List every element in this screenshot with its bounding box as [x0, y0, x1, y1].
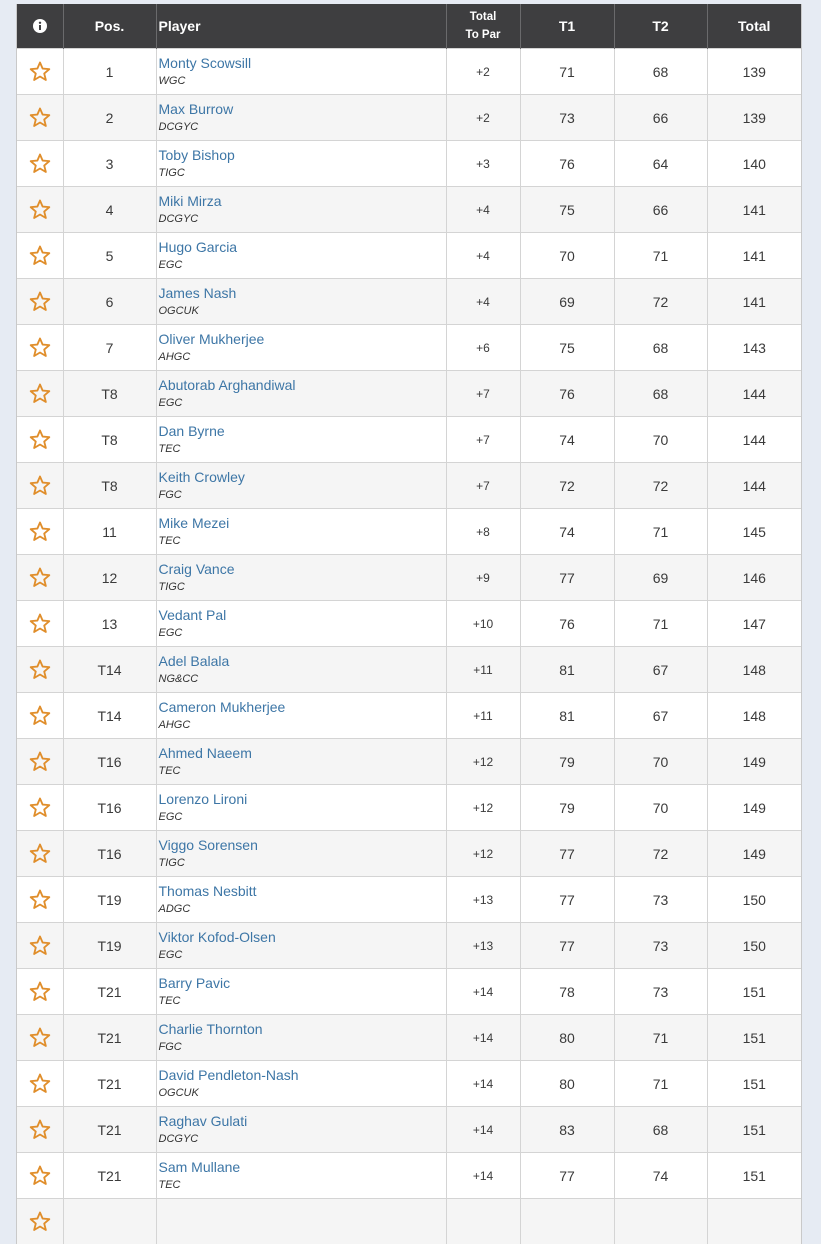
player-name-link[interactable]: Dan Byrne: [159, 423, 446, 440]
player-club: TEC: [159, 764, 446, 779]
player-cell: [156, 187, 446, 233]
star-icon[interactable]: [17, 1073, 63, 1094]
player-name-link[interactable]: Hugo Garcia: [159, 239, 446, 256]
total-to-par-cell: +14: [446, 969, 520, 1015]
t1-cell: 80: [520, 1061, 614, 1107]
t2-cell: 74: [614, 1153, 707, 1199]
player-cell: [156, 647, 446, 693]
t2-cell: 73: [614, 877, 707, 923]
table-row: [17, 1153, 801, 1199]
player-name-link[interactable]: Miki Mirza: [159, 193, 446, 210]
total-cell: 147: [707, 601, 801, 647]
player-cell: [156, 1153, 446, 1199]
player-cell: [156, 463, 446, 509]
table-row: [17, 969, 801, 1015]
favorite-cell[interactable]: [17, 141, 63, 187]
t1-cell: 78: [520, 969, 614, 1015]
total-to-par-line1: Total: [470, 11, 497, 23]
t2-cell: 71: [614, 509, 707, 555]
t2-cell: 73: [614, 969, 707, 1015]
player-name-link[interactable]: Charlie Thornton: [159, 1021, 446, 1038]
leaderboard-table: [17, 4, 801, 1244]
t2-cell: 68: [614, 1107, 707, 1153]
info-circle-icon[interactable]: [17, 19, 63, 33]
player-club: DCGYC: [159, 120, 446, 135]
table-row: [17, 509, 801, 555]
player-club: FGC: [159, 488, 446, 503]
favorite-cell[interactable]: [17, 739, 63, 785]
position-cell: T8: [63, 371, 156, 417]
player-club: OGCUK: [159, 1086, 446, 1101]
favorite-cell[interactable]: [17, 187, 63, 233]
position-cell: T21: [63, 1015, 156, 1061]
position-cell: T16: [63, 739, 156, 785]
table-row: [17, 831, 801, 877]
position-cell: T16: [63, 785, 156, 831]
table-row: [17, 95, 801, 141]
favorite-cell[interactable]: [17, 1061, 63, 1107]
total-to-par-cell: +9: [446, 555, 520, 601]
total-cell: 139: [707, 49, 801, 95]
table-row: [17, 417, 801, 463]
position-cell: T21: [63, 969, 156, 1015]
star-icon[interactable]: [17, 751, 63, 772]
player-club: EGC: [159, 810, 446, 825]
t1-cell: 81: [520, 647, 614, 693]
star-icon[interactable]: [17, 797, 63, 818]
player-name-link[interactable]: James Nash: [159, 285, 446, 302]
favorite-cell[interactable]: [17, 877, 63, 923]
player-name-link[interactable]: David Pendleton-Nash: [159, 1067, 446, 1084]
total-to-par-cell: +11: [446, 647, 520, 693]
header-row: [17, 4, 801, 49]
total-to-par-cell: +12: [446, 739, 520, 785]
star-icon[interactable]: [17, 107, 63, 128]
star-icon[interactable]: [17, 889, 63, 910]
player-cell: [156, 509, 446, 555]
table-row: [17, 187, 801, 233]
table-row: [17, 279, 801, 325]
t1-cell: 79: [520, 785, 614, 831]
t1-cell: 79: [520, 739, 614, 785]
total-cell: 150: [707, 877, 801, 923]
pos-header[interactable]: Pos.: [63, 4, 156, 49]
player-header[interactable]: Player: [156, 4, 446, 49]
table-row: [17, 693, 801, 739]
player-name-link[interactable]: Mike Mezei: [159, 515, 446, 532]
position-cell: T8: [63, 417, 156, 463]
player-name-link[interactable]: Ahmed Naeem: [159, 745, 446, 762]
player-cell: [156, 49, 446, 95]
total-cell: 139: [707, 95, 801, 141]
star-icon[interactable]: [17, 1211, 63, 1232]
position-cell: T19: [63, 877, 156, 923]
t1-cell: 76: [520, 141, 614, 187]
t1-cell: 73: [520, 95, 614, 141]
total-to-par-cell: +13: [446, 923, 520, 969]
total-cell: 140: [707, 141, 801, 187]
player-cell: [156, 325, 446, 371]
t1-cell: 77: [520, 877, 614, 923]
position-cell: T8: [63, 463, 156, 509]
position-cell: 6: [63, 279, 156, 325]
star-icon[interactable]: [17, 475, 63, 496]
star-icon[interactable]: [17, 383, 63, 404]
player-club: TEC: [159, 442, 446, 457]
favorite-cell[interactable]: [17, 325, 63, 371]
favorite-cell[interactable]: [17, 279, 63, 325]
total-cell: 149: [707, 785, 801, 831]
total-to-par-cell: +12: [446, 831, 520, 877]
favorite-cell[interactable]: [17, 49, 63, 95]
table-row: [17, 463, 801, 509]
player-cell: [156, 923, 446, 969]
player-club: FGC: [159, 1040, 446, 1055]
t1-cell: 77: [520, 831, 614, 877]
t2-cell: 70: [614, 785, 707, 831]
star-icon[interactable]: [17, 245, 63, 266]
total-to-par-header[interactable]: [446, 4, 520, 49]
t1-cell: 77: [520, 555, 614, 601]
t2-cell: 71: [614, 1061, 707, 1107]
total-to-par-cell: +14: [446, 1015, 520, 1061]
player-club: DCGYC: [159, 1132, 446, 1147]
player-club: NG&CC: [159, 672, 446, 687]
position-cell: 2: [63, 95, 156, 141]
total-to-par-cell: +11: [446, 693, 520, 739]
total-cell: 144: [707, 371, 801, 417]
total-to-par-cell: +2: [446, 49, 520, 95]
t2-header[interactable]: T2: [614, 4, 707, 49]
total-to-par-cell: +4: [446, 233, 520, 279]
player-club: TEC: [159, 994, 446, 1009]
star-icon[interactable]: [17, 935, 63, 956]
favorite-cell[interactable]: [17, 509, 63, 555]
table-row: [17, 739, 801, 785]
t2-cell: 69: [614, 555, 707, 601]
t2-cell: 64: [614, 141, 707, 187]
total-cell: 151: [707, 1153, 801, 1199]
position-cell: 3: [63, 141, 156, 187]
total-cell: 148: [707, 693, 801, 739]
player-club: TIGC: [159, 580, 446, 595]
total-cell: 141: [707, 279, 801, 325]
player-club: TIGC: [159, 166, 446, 181]
table-row: [17, 371, 801, 417]
position-cell: [63, 1199, 156, 1244]
t2-cell: 68: [614, 49, 707, 95]
player-name-link[interactable]: Craig Vance: [159, 561, 446, 578]
total-cell: 144: [707, 463, 801, 509]
total-cell: [707, 1199, 801, 1244]
t1-cell: 75: [520, 325, 614, 371]
player-club: EGC: [159, 626, 446, 641]
player-cell: [156, 1061, 446, 1107]
total-cell: 151: [707, 1107, 801, 1153]
favorite-cell[interactable]: [17, 1199, 63, 1244]
player-name-link[interactable]: Lorenzo Lironi: [159, 791, 446, 808]
star-icon[interactable]: [17, 1027, 63, 1048]
t1-cell: 77: [520, 1153, 614, 1199]
position-cell: T14: [63, 693, 156, 739]
player-club: ADGC: [159, 902, 446, 917]
player-cell: [156, 877, 446, 923]
t1-cell: 74: [520, 417, 614, 463]
table-row: [17, 1015, 801, 1061]
total-to-par-cell: +4: [446, 279, 520, 325]
table-row: [17, 647, 801, 693]
player-name-link[interactable]: Keith Crowley: [159, 469, 446, 486]
player-cell: [156, 233, 446, 279]
table-row: [17, 233, 801, 279]
t1-cell: 83: [520, 1107, 614, 1153]
player-name-link[interactable]: Viggo Sorensen: [159, 837, 446, 854]
t2-cell: 72: [614, 831, 707, 877]
favorite-cell[interactable]: [17, 693, 63, 739]
favorite-cell[interactable]: [17, 371, 63, 417]
player-cell: [156, 1107, 446, 1153]
position-cell: 12: [63, 555, 156, 601]
favorite-cell[interactable]: [17, 1153, 63, 1199]
t1-header[interactable]: T1: [520, 4, 614, 49]
star-icon[interactable]: [17, 1119, 63, 1140]
t2-cell: 68: [614, 325, 707, 371]
position-cell: 5: [63, 233, 156, 279]
player-cell: [156, 555, 446, 601]
total-to-par-line2: To Par: [466, 29, 501, 41]
t1-cell: 77: [520, 923, 614, 969]
total-to-par-cell: +14: [446, 1107, 520, 1153]
total-to-par-cell: +12: [446, 785, 520, 831]
total-to-par-cell: +14: [446, 1153, 520, 1199]
player-cell: [156, 1015, 446, 1061]
player-name-link[interactable]: Vedant Pal: [159, 607, 446, 624]
player-cell: [156, 601, 446, 647]
table-row: [17, 325, 801, 371]
t2-cell: 68: [614, 371, 707, 417]
total-cell: 151: [707, 1015, 801, 1061]
total-to-par-cell: +6: [446, 325, 520, 371]
player-cell: [156, 831, 446, 877]
player-club: TIGC: [159, 856, 446, 871]
player-name-link[interactable]: Toby Bishop: [159, 147, 446, 164]
position-cell: T14: [63, 647, 156, 693]
t1-cell: 72: [520, 463, 614, 509]
star-icon[interactable]: [17, 705, 63, 726]
favorite-cell[interactable]: [17, 647, 63, 693]
player-cell: [156, 1199, 446, 1244]
player-name-link[interactable]: Monty Scowsill: [159, 55, 446, 72]
player-name-link[interactable]: Max Burrow: [159, 101, 446, 118]
t2-cell: 72: [614, 279, 707, 325]
t1-cell: 76: [520, 371, 614, 417]
player-name-link[interactable]: Barry Pavic: [159, 975, 446, 992]
total-to-par-cell: +10: [446, 601, 520, 647]
table-row: [17, 555, 801, 601]
t2-cell: 71: [614, 601, 707, 647]
position-cell: 13: [63, 601, 156, 647]
player-name-link[interactable]: Adel Balala: [159, 653, 446, 670]
t1-cell: 76: [520, 601, 614, 647]
player-name-link[interactable]: Sam Mullane: [159, 1159, 446, 1176]
player-club: TEC: [159, 1178, 446, 1193]
total-to-par-cell: +7: [446, 371, 520, 417]
table-row: [17, 923, 801, 969]
t2-cell: 70: [614, 739, 707, 785]
star-icon[interactable]: [17, 613, 63, 634]
t1-cell: 80: [520, 1015, 614, 1061]
table-row: [17, 141, 801, 187]
favorite-cell[interactable]: [17, 95, 63, 141]
t1-cell: 74: [520, 509, 614, 555]
t2-cell: 67: [614, 693, 707, 739]
total-cell: 145: [707, 509, 801, 555]
favorite-cell[interactable]: [17, 463, 63, 509]
player-club: OGCUK: [159, 304, 446, 319]
favorite-cell[interactable]: [17, 233, 63, 279]
favorite-cell[interactable]: [17, 1107, 63, 1153]
player-name-link[interactable]: Raghav Gulati: [159, 1113, 446, 1130]
position-cell: 7: [63, 325, 156, 371]
player-name-link[interactable]: Oliver Mukherjee: [159, 331, 446, 348]
leaderboard: [16, 4, 802, 1244]
total-cell: 151: [707, 1061, 801, 1107]
player-club: DCGYC: [159, 212, 446, 227]
star-icon[interactable]: [17, 521, 63, 542]
t2-cell: 66: [614, 187, 707, 233]
position-cell: T21: [63, 1061, 156, 1107]
star-icon[interactable]: [17, 199, 63, 220]
total-header[interactable]: Total: [707, 4, 801, 49]
total-cell: 144: [707, 417, 801, 463]
position-cell: 11: [63, 509, 156, 555]
player-club: EGC: [159, 396, 446, 411]
player-cell: [156, 371, 446, 417]
table-row: [17, 1199, 801, 1244]
position-cell: T16: [63, 831, 156, 877]
player-name-link[interactable]: Thomas Nesbitt: [159, 883, 446, 900]
total-cell: 146: [707, 555, 801, 601]
star-icon[interactable]: [17, 843, 63, 864]
star-icon[interactable]: [17, 1165, 63, 1186]
table-row: [17, 49, 801, 95]
table-row: [17, 601, 801, 647]
position-cell: T21: [63, 1153, 156, 1199]
player-name-link[interactable]: Cameron Mukherjee: [159, 699, 446, 716]
favorite-cell[interactable]: [17, 923, 63, 969]
player-club: WGC: [159, 74, 446, 89]
player-cell: [156, 785, 446, 831]
table-row: [17, 1061, 801, 1107]
t2-cell: 66: [614, 95, 707, 141]
player-cell: [156, 95, 446, 141]
t1-cell: 70: [520, 233, 614, 279]
star-icon[interactable]: [17, 291, 63, 312]
favorite-cell[interactable]: [17, 785, 63, 831]
total-to-par-cell: +13: [446, 877, 520, 923]
star-icon[interactable]: [17, 153, 63, 174]
total-cell: 149: [707, 831, 801, 877]
total-to-par-cell: +2: [446, 95, 520, 141]
player-cell: [156, 279, 446, 325]
player-club: TEC: [159, 534, 446, 549]
favorite-cell[interactable]: [17, 831, 63, 877]
t2-cell: 71: [614, 233, 707, 279]
player-cell: [156, 693, 446, 739]
table-row: [17, 785, 801, 831]
table-row: [17, 1107, 801, 1153]
info-header[interactable]: [17, 4, 63, 49]
t2-cell: 70: [614, 417, 707, 463]
player-club: AHGC: [159, 350, 446, 365]
t2-cell: [614, 1199, 707, 1244]
favorite-cell[interactable]: [17, 417, 63, 463]
total-cell: 143: [707, 325, 801, 371]
total-to-par-cell: +7: [446, 463, 520, 509]
t1-cell: 71: [520, 49, 614, 95]
total-to-par-cell: +7: [446, 417, 520, 463]
player-club: EGC: [159, 258, 446, 273]
favorite-cell[interactable]: [17, 1015, 63, 1061]
total-cell: 151: [707, 969, 801, 1015]
total-cell: 148: [707, 647, 801, 693]
star-icon[interactable]: [17, 981, 63, 1002]
total-to-par-cell: [446, 1199, 520, 1244]
total-cell: 149: [707, 739, 801, 785]
total-to-par-cell: +8: [446, 509, 520, 555]
position-cell: 1: [63, 49, 156, 95]
total-to-par-cell: +4: [446, 187, 520, 233]
player-club: EGC: [159, 948, 446, 963]
t1-cell: 69: [520, 279, 614, 325]
t2-cell: 73: [614, 923, 707, 969]
table-row: [17, 877, 801, 923]
favorite-cell[interactable]: [17, 555, 63, 601]
player-cell: [156, 739, 446, 785]
player-name-link[interactable]: Abutorab Arghandiwal: [159, 377, 446, 394]
player-cell: [156, 417, 446, 463]
total-to-par-cell: +3: [446, 141, 520, 187]
position-cell: 4: [63, 187, 156, 233]
star-icon[interactable]: [17, 567, 63, 588]
t1-cell: [520, 1199, 614, 1244]
position-cell: T19: [63, 923, 156, 969]
favorite-cell[interactable]: [17, 601, 63, 647]
player-club: AHGC: [159, 718, 446, 733]
player-cell: [156, 969, 446, 1015]
total-cell: 150: [707, 923, 801, 969]
star-icon[interactable]: [17, 429, 63, 450]
total-cell: 141: [707, 187, 801, 233]
t2-cell: 72: [614, 463, 707, 509]
t2-cell: 71: [614, 1015, 707, 1061]
total-to-par-cell: +14: [446, 1061, 520, 1107]
t2-cell: 67: [614, 647, 707, 693]
player-name-link[interactable]: Viktor Kofod-Olsen: [159, 929, 446, 946]
t1-cell: 81: [520, 693, 614, 739]
star-icon[interactable]: [17, 659, 63, 680]
position-cell: T21: [63, 1107, 156, 1153]
t1-cell: 75: [520, 187, 614, 233]
favorite-cell[interactable]: [17, 969, 63, 1015]
star-icon[interactable]: [17, 337, 63, 358]
total-cell: 141: [707, 233, 801, 279]
player-cell: [156, 141, 446, 187]
star-icon[interactable]: [17, 61, 63, 82]
